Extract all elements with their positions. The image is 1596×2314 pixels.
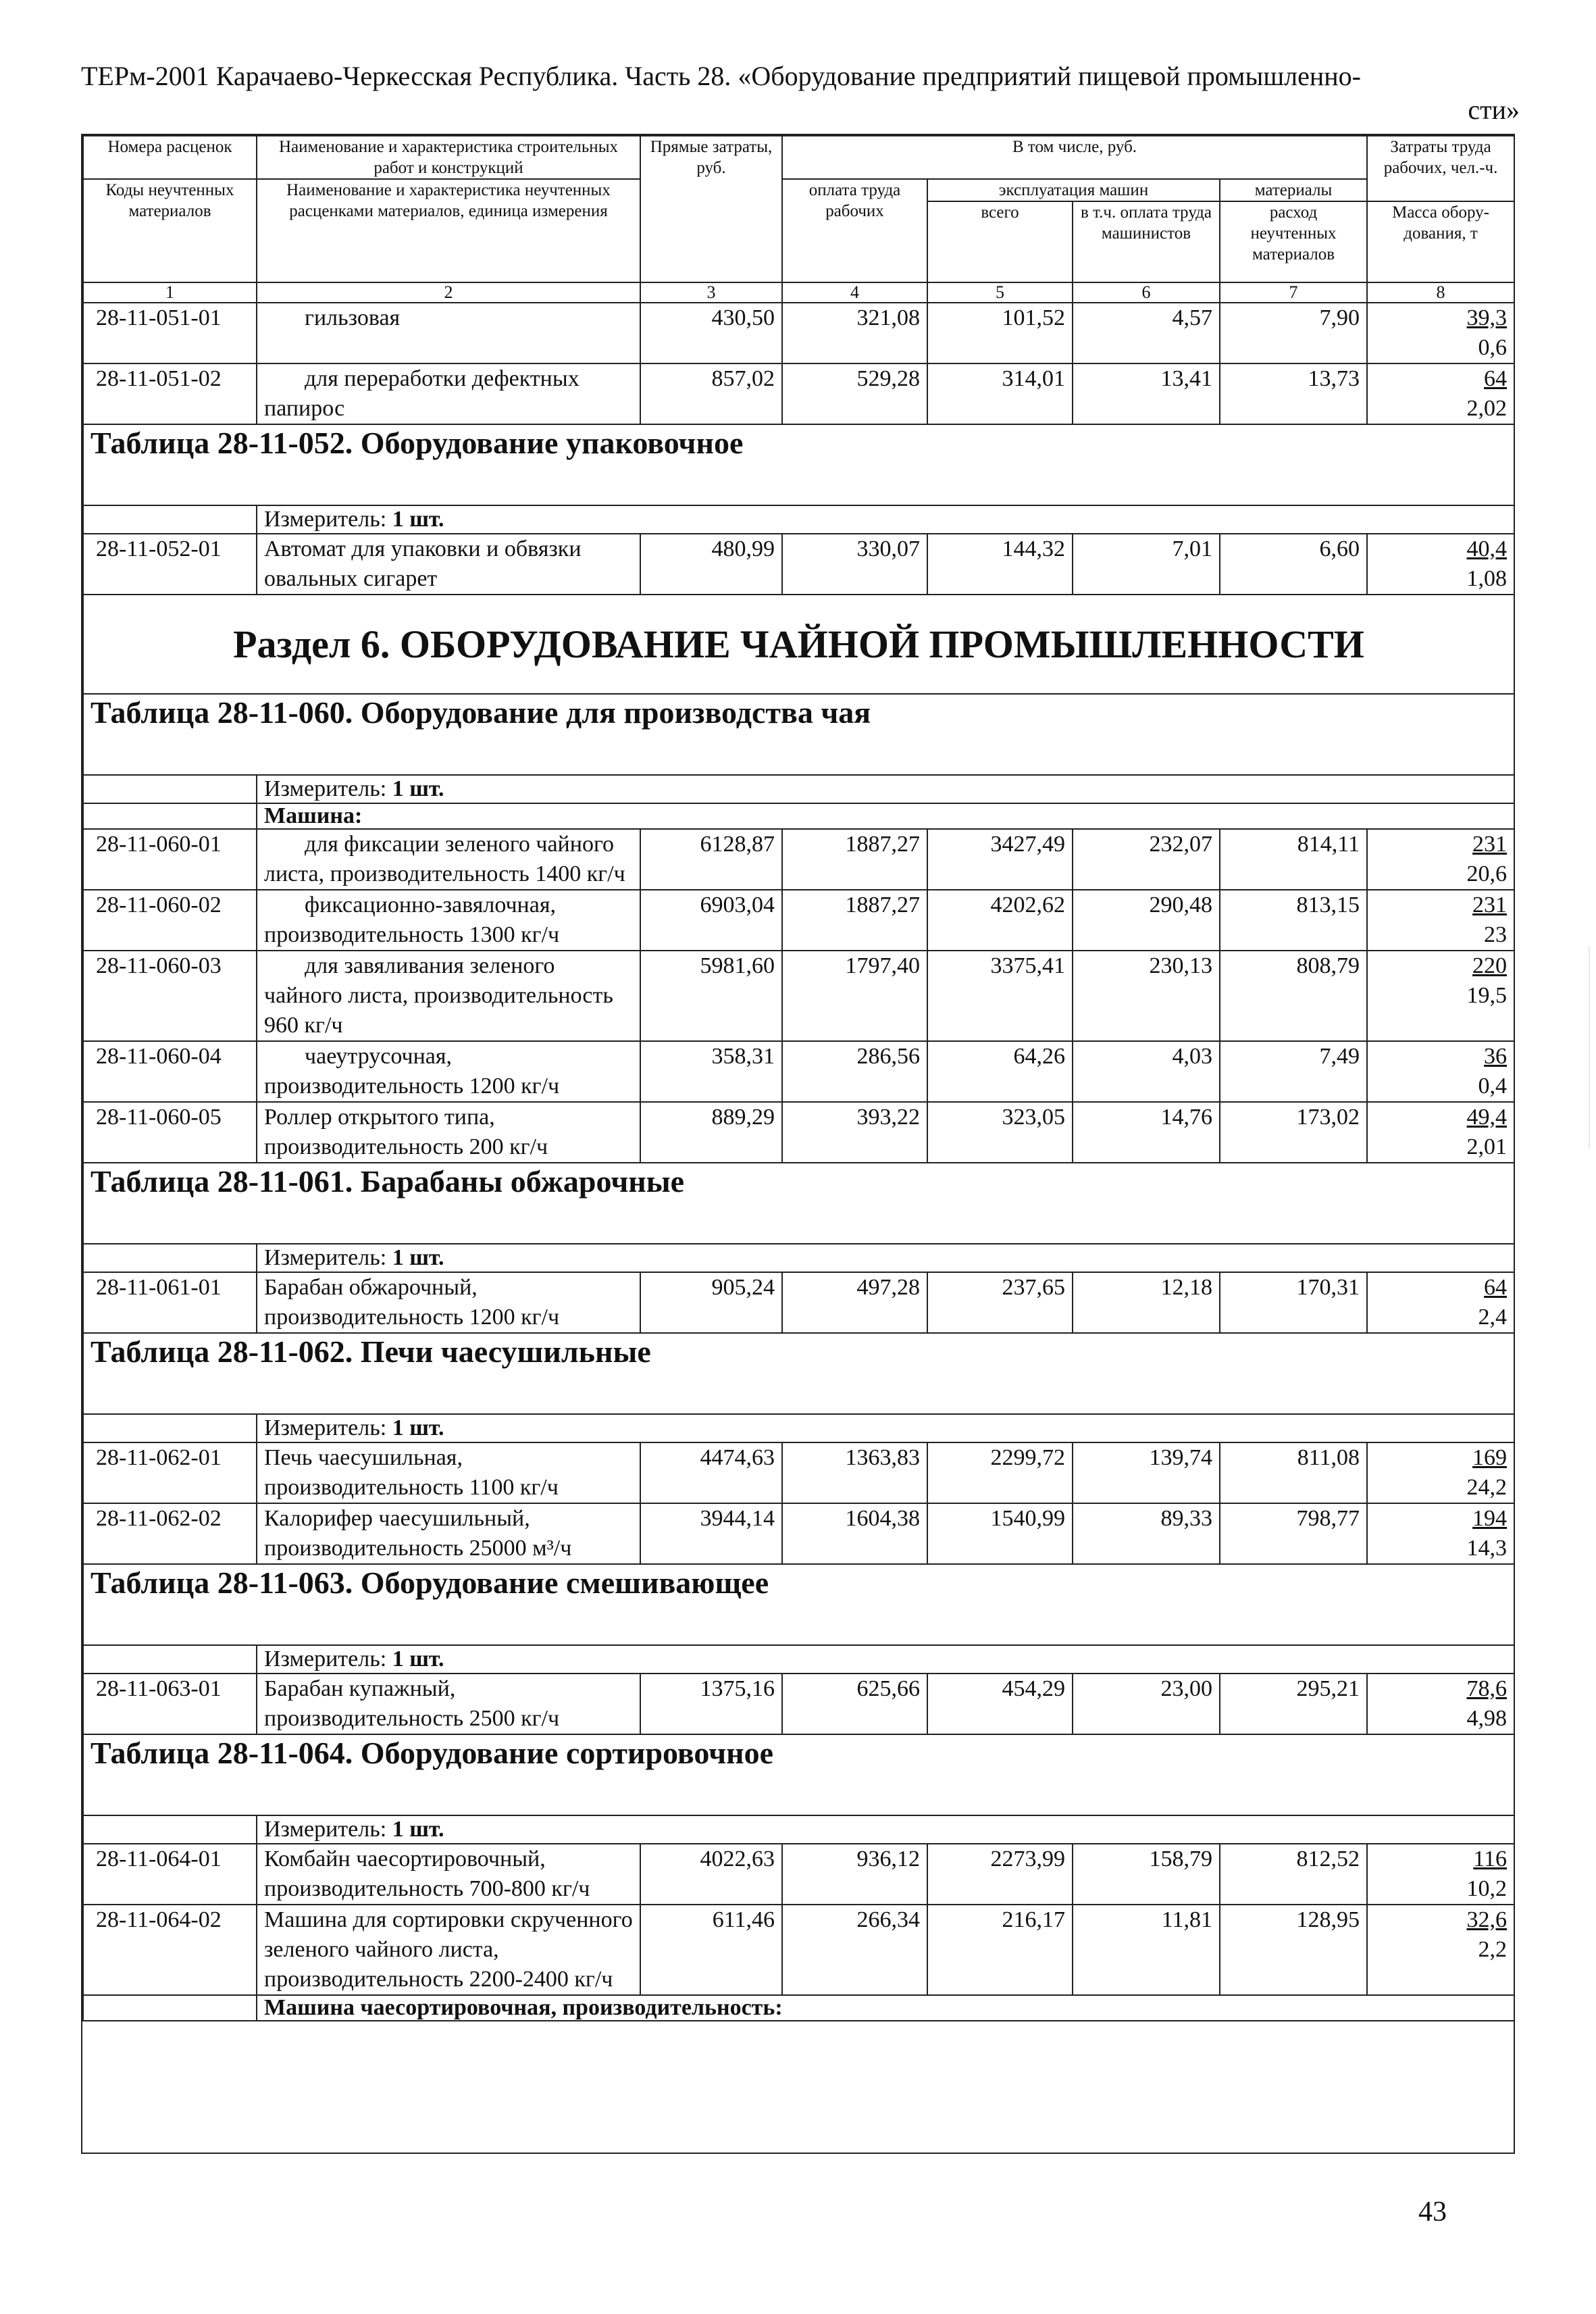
- measure-spacer: [83, 1244, 257, 1272]
- worker-pay: 1363,83: [782, 1442, 927, 1503]
- direct-cost: 480,99: [640, 534, 782, 595]
- worker-pay: 393,22: [782, 1102, 927, 1163]
- table-title: Таблица 28-11-060. Оборудование для производства чая: [83, 694, 1514, 775]
- machinist-pay: 158,79: [1073, 1844, 1220, 1905]
- labor-and-mass: [1367, 1905, 1514, 1995]
- mass-value: 2,2: [1478, 1937, 1508, 1962]
- header-row-2: [83, 179, 1514, 201]
- worker-pay: 1604,38: [782, 1503, 927, 1564]
- rate-code: 28-11-060-04: [83, 1041, 257, 1102]
- measure-cell: [257, 1414, 1514, 1442]
- worker-pay: 1887,27: [782, 829, 927, 890]
- mass-value: 20,6: [1466, 861, 1508, 886]
- machinist-pay: 139,74: [1073, 1442, 1220, 1503]
- labor-and-mass: [1367, 1041, 1514, 1102]
- labor-value: 78,6: [1466, 1676, 1508, 1701]
- rates-sheet: [81, 134, 1515, 2154]
- labor-value: 231: [1472, 892, 1508, 917]
- labor-value: 194: [1472, 1506, 1508, 1531]
- direct-cost: 430,50: [640, 303, 782, 363]
- measure-unit: 1 шт.: [392, 1817, 444, 1842]
- table-title-row: [83, 424, 1514, 505]
- rate-code: 28-11-052-01: [83, 534, 257, 595]
- machinist-pay: 11,81: [1073, 1905, 1220, 1995]
- column-number-3: 3: [640, 282, 782, 303]
- column-number-row: [83, 282, 1514, 303]
- rate-code: 28-11-062-02: [83, 1503, 257, 1564]
- machine-cost: 454,29: [927, 1674, 1073, 1734]
- machine-cost: 2273,99: [927, 1844, 1073, 1905]
- rate-row: [83, 1102, 1514, 1163]
- machinist-pay: 12,18: [1073, 1272, 1220, 1333]
- rate-name: Роллер открытого типа, производительность 200 кг/ч: [257, 1102, 640, 1163]
- direct-cost: 5981,60: [640, 951, 782, 1041]
- pay-header: оплата труда рабочих: [782, 179, 927, 282]
- rates-table-body: [83, 136, 1514, 2021]
- measure-unit: 1 шт.: [392, 507, 444, 532]
- machinist-pay: 23,00: [1073, 1674, 1220, 1734]
- machinist-pay: 4,03: [1073, 1041, 1220, 1102]
- machine-cost: 3375,41: [927, 951, 1073, 1041]
- machine-cost: 2299,72: [927, 1442, 1073, 1503]
- machine-cost: 1540,99: [927, 1503, 1073, 1564]
- mass-value: 24,2: [1466, 1475, 1508, 1500]
- worker-pay: 529,28: [782, 363, 927, 424]
- table-title-row: [83, 1163, 1514, 1244]
- direct-cost: 857,02: [640, 363, 782, 424]
- subhead-spacer: [83, 803, 257, 829]
- labor-value: 36: [1484, 1044, 1508, 1069]
- machines-header: эксплуатация машин: [927, 179, 1220, 201]
- labor-value: 64: [1484, 1275, 1508, 1300]
- col1-top-header: Номера расценок: [83, 136, 257, 179]
- measure-cell: [257, 775, 1514, 803]
- column-number-7: 7: [1220, 282, 1367, 303]
- machine-cost: 144,32: [927, 534, 1073, 595]
- worker-pay: 625,66: [782, 1674, 927, 1734]
- machinist-pay: 13,41: [1073, 363, 1220, 424]
- direct-cost: 6128,87: [640, 829, 782, 890]
- including-header: В том числе, руб.: [782, 136, 1367, 179]
- col2-top-header: Наименование и характеристика строительных работ и конструкций: [257, 136, 640, 179]
- rate-row: [83, 829, 1514, 890]
- direct-cost: 889,29: [640, 1102, 782, 1163]
- material-cost: 812,52: [1220, 1844, 1367, 1905]
- page-number: 43: [1418, 2196, 1447, 2228]
- worker-pay: 1797,40: [782, 951, 927, 1041]
- worker-pay: 266,34: [782, 1905, 927, 1995]
- rate-name: Машина для сортировки скрученного зеленого чайного листа, производительность 2200-2400 кг/ч: [257, 1905, 640, 1995]
- direct-cost: 1375,16: [640, 1674, 782, 1734]
- labor-and-mass: [1367, 1503, 1514, 1564]
- rate-name: Барабан купажный, производительность 2500 кг/ч: [257, 1674, 640, 1734]
- column-number-6: 6: [1073, 282, 1220, 303]
- rate-name: Автомат для упаковки и обвязки овальных сигарет: [257, 534, 640, 595]
- rate-row: [83, 534, 1514, 595]
- header-row-1: [83, 136, 1514, 179]
- page-header-line-1: ТЕРм-2001 Карачаево-Черкесская Республика. Часть 28. «Оборудование предприятий пищевой промышленно-: [81, 61, 1361, 91]
- mass-value: 19,5: [1466, 983, 1508, 1008]
- table-title: Таблица 28-11-052. Оборудование упаковочное: [83, 424, 1514, 505]
- machinist-pay: 290,48: [1073, 890, 1220, 951]
- labor-and-mass: [1367, 534, 1514, 595]
- rate-row: [83, 363, 1514, 424]
- measure-unit: 1 шт.: [392, 1415, 444, 1440]
- rate-name: фиксационно-завялочная, производительность 1300 кг/ч: [257, 890, 640, 951]
- labor-and-mass: [1367, 890, 1514, 951]
- measure-label: Измеритель:: [264, 1646, 387, 1671]
- machine-cost: 3427,49: [927, 829, 1073, 890]
- machinist-pay: 230,13: [1073, 951, 1220, 1041]
- labor-value: 231: [1472, 832, 1508, 857]
- material-cost: 128,95: [1220, 1905, 1367, 1995]
- direct-cost: 3944,14: [640, 1503, 782, 1564]
- mass-value: 2,01: [1466, 1134, 1508, 1159]
- rate-code: 28-11-060-03: [83, 951, 257, 1041]
- page-header: [81, 59, 1520, 127]
- rates-table: [82, 135, 1515, 2021]
- measure-unit: 1 шт.: [392, 1646, 444, 1671]
- machinist-pay: 7,01: [1073, 534, 1220, 595]
- measure-label: Измеритель:: [264, 1245, 387, 1270]
- measure-cell: [257, 1815, 1514, 1844]
- table-title-row: [83, 694, 1514, 775]
- labor-value: 32,6: [1466, 1907, 1508, 1932]
- rate-name: Комбайн чаесортировочный, производительность 700-800 кг/ч: [257, 1844, 640, 1905]
- labor-and-mass: [1367, 951, 1514, 1041]
- rate-name: для переработки дефектных папирос: [257, 363, 640, 424]
- rate-row: [83, 890, 1514, 951]
- table-title-row: [83, 1564, 1514, 1645]
- measure-row: [83, 1244, 1514, 1272]
- material-cost: 7,49: [1220, 1041, 1367, 1102]
- rate-code: 28-11-051-02: [83, 363, 257, 424]
- subhead-spacer: [83, 1995, 257, 2021]
- worker-pay: 1887,27: [782, 890, 927, 951]
- material-cost: 798,77: [1220, 1503, 1367, 1564]
- rate-row: [83, 1905, 1514, 1995]
- mass-value: 4,98: [1466, 1706, 1508, 1731]
- rate-row: [83, 951, 1514, 1041]
- subhead-text: Машина:: [257, 803, 1514, 829]
- measure-spacer: [83, 1645, 257, 1674]
- rate-name: Калорифер чаесушильный, производительность 25000 м³/ч: [257, 1503, 640, 1564]
- labor-and-mass: [1367, 363, 1514, 424]
- labor-and-mass: [1367, 1844, 1514, 1905]
- measure-row: [83, 505, 1514, 534]
- material-cost: 170,31: [1220, 1272, 1367, 1333]
- direct-cost: 4474,63: [640, 1442, 782, 1503]
- subhead-text: Машина чаесортировочная, производительность:: [257, 1995, 1514, 2021]
- machine-cost: 323,05: [927, 1102, 1073, 1163]
- table-title-row: [83, 1734, 1514, 1815]
- worker-pay: 330,07: [782, 534, 927, 595]
- rate-row: [83, 1442, 1514, 1503]
- mass-value: 14,3: [1466, 1536, 1508, 1561]
- rate-code: 28-11-062-01: [83, 1442, 257, 1503]
- machines-total-header: всего: [927, 201, 1073, 282]
- labor-and-mass: [1367, 1442, 1514, 1503]
- rate-row: [83, 303, 1514, 363]
- rate-code: 28-11-061-01: [83, 1272, 257, 1333]
- col1-bottom-header: Коды неучтенных материалов: [83, 179, 257, 282]
- rate-code: 28-11-060-05: [83, 1102, 257, 1163]
- mass-value: 1,08: [1466, 566, 1508, 591]
- rate-name: гильзовая: [257, 303, 640, 363]
- material-cost: 6,60: [1220, 534, 1367, 595]
- machinists-header: в т.ч. оплата труда машинистов: [1073, 201, 1220, 282]
- labor-and-mass: [1367, 1674, 1514, 1734]
- measure-label: Измеритель:: [264, 1415, 387, 1440]
- column-number-8: 8: [1367, 282, 1514, 303]
- mass-value: 0,6: [1478, 335, 1508, 360]
- machine-cost: 216,17: [927, 1905, 1073, 1995]
- labor-and-mass: [1367, 1272, 1514, 1333]
- measure-row: [83, 1414, 1514, 1442]
- rate-code: 28-11-060-02: [83, 890, 257, 951]
- measure-label: Измеритель:: [264, 1817, 387, 1842]
- mass-header: Масса обору-дования, т: [1367, 201, 1514, 282]
- material-cost: 173,02: [1220, 1102, 1367, 1163]
- labor-and-mass: [1367, 829, 1514, 890]
- section-title-row: [83, 595, 1514, 694]
- table-title: Таблица 28-11-061. Барабаны обжарочные: [83, 1163, 1514, 1244]
- measure-spacer: [83, 775, 257, 803]
- column-number-4: 4: [782, 282, 927, 303]
- measure-label: Измеритель:: [264, 507, 387, 532]
- page-header-line-2: сти»: [1468, 95, 1520, 125]
- direct-cost: 6903,04: [640, 890, 782, 951]
- material-cost: 808,79: [1220, 951, 1367, 1041]
- worker-pay: 286,56: [782, 1041, 927, 1102]
- labor-value: 64: [1484, 366, 1508, 391]
- measure-row: [83, 1815, 1514, 1844]
- scan-edge-mark: [1589, 946, 1590, 1149]
- subhead-row: [83, 1995, 1514, 2021]
- labor-value: 220: [1472, 953, 1508, 978]
- mass-value: 2,02: [1466, 396, 1508, 421]
- worker-pay: 321,08: [782, 303, 927, 363]
- machine-cost: 101,52: [927, 303, 1073, 363]
- labor-value: 49,4: [1466, 1105, 1508, 1130]
- column-number-1: 1: [83, 282, 257, 303]
- mass-value: 0,4: [1478, 1074, 1508, 1099]
- rate-name: Барабан обжарочный, производительность 1200 кг/ч: [257, 1272, 640, 1333]
- machinist-pay: 232,07: [1073, 829, 1220, 890]
- rate-code: 28-11-064-01: [83, 1844, 257, 1905]
- direct-cost-header: Прямые затраты, руб.: [640, 136, 782, 282]
- mass-value: 10,2: [1466, 1876, 1508, 1901]
- direct-cost: 4022,63: [640, 1844, 782, 1905]
- machinist-pay: 4,57: [1073, 303, 1220, 363]
- material-cost: 814,11: [1220, 829, 1367, 890]
- rate-code: 28-11-060-01: [83, 829, 257, 890]
- rate-name: для завяливания зеленого чайного листа, производительность 960 кг/ч: [257, 951, 640, 1041]
- rate-name: Печь чаесушильная, производительность 1100 кг/ч: [257, 1442, 640, 1503]
- rate-row: [83, 1272, 1514, 1333]
- material-cost: 813,15: [1220, 890, 1367, 951]
- rate-row: [83, 1674, 1514, 1734]
- rate-row: [83, 1844, 1514, 1905]
- labor-value: 116: [1473, 1846, 1508, 1871]
- direct-cost: 611,46: [640, 1905, 782, 1995]
- measure-cell: [257, 505, 1514, 534]
- mass-value: 23: [1484, 922, 1508, 947]
- table-title: Таблица 28-11-064. Оборудование сортировочное: [83, 1734, 1514, 1815]
- column-number-2: 2: [257, 282, 640, 303]
- labor-header: Затраты труда рабочих, чел.-ч.: [1367, 136, 1514, 201]
- mass-value: 2,4: [1478, 1305, 1508, 1330]
- worker-pay: 497,28: [782, 1272, 927, 1333]
- direct-cost: 905,24: [640, 1272, 782, 1333]
- measure-spacer: [83, 505, 257, 534]
- table-title: Таблица 28-11-063. Оборудование смешивающее: [83, 1564, 1514, 1645]
- measure-spacer: [83, 1414, 257, 1442]
- worker-pay: 936,12: [782, 1844, 927, 1905]
- machinist-pay: 14,76: [1073, 1102, 1220, 1163]
- direct-cost: 358,31: [640, 1041, 782, 1102]
- col2-bottom-header: Наименование и характеристика неучтенных расценками материалов, единица измерения: [257, 179, 640, 282]
- rate-row: [83, 1041, 1514, 1102]
- rate-code: 28-11-064-02: [83, 1905, 257, 1995]
- measure-row: [83, 1645, 1514, 1674]
- table-title: Таблица 28-11-062. Печи чаесушильные: [83, 1333, 1514, 1414]
- machinist-pay: 89,33: [1073, 1503, 1220, 1564]
- machine-cost: 314,01: [927, 363, 1073, 424]
- measure-cell: [257, 1244, 1514, 1272]
- rate-code: 28-11-063-01: [83, 1674, 257, 1734]
- labor-and-mass: [1367, 303, 1514, 363]
- materials-header: материалы: [1220, 179, 1367, 201]
- rate-name: для фиксации зеленого чайного листа, производительность 1400 кг/ч: [257, 829, 640, 890]
- labor-value: 169: [1472, 1445, 1508, 1470]
- material-expense-header: расход неучтенных материалов: [1220, 201, 1367, 282]
- labor-and-mass: [1367, 1102, 1514, 1163]
- measure-spacer: [83, 1815, 257, 1844]
- rate-code: 28-11-051-01: [83, 303, 257, 363]
- machine-cost: 64,26: [927, 1041, 1073, 1102]
- material-cost: 13,73: [1220, 363, 1367, 424]
- column-number-5: 5: [927, 282, 1073, 303]
- material-cost: 811,08: [1220, 1442, 1367, 1503]
- rate-row: [83, 1503, 1514, 1564]
- labor-value: 39,3: [1466, 305, 1508, 330]
- machine-cost: 237,65: [927, 1272, 1073, 1333]
- measure-row: [83, 775, 1514, 803]
- machine-cost: 4202,62: [927, 890, 1073, 951]
- rate-name: чаеутрусочная, производительность 1200 кг/ч: [257, 1041, 640, 1102]
- material-cost: 7,90: [1220, 303, 1367, 363]
- subhead-row: [83, 803, 1514, 829]
- measure-unit: 1 шт.: [392, 1245, 444, 1270]
- measure-unit: 1 шт.: [392, 776, 444, 801]
- material-cost: 295,21: [1220, 1674, 1367, 1734]
- labor-value: 40,4: [1466, 536, 1508, 561]
- table-title-row: [83, 1333, 1514, 1414]
- measure-cell: [257, 1645, 1514, 1674]
- measure-label: Измеритель:: [264, 776, 387, 801]
- section-title: Раздел 6. ОБОРУДОВАНИЕ ЧАЙНОЙ ПРОМЫШЛЕННОСТИ: [83, 595, 1514, 694]
